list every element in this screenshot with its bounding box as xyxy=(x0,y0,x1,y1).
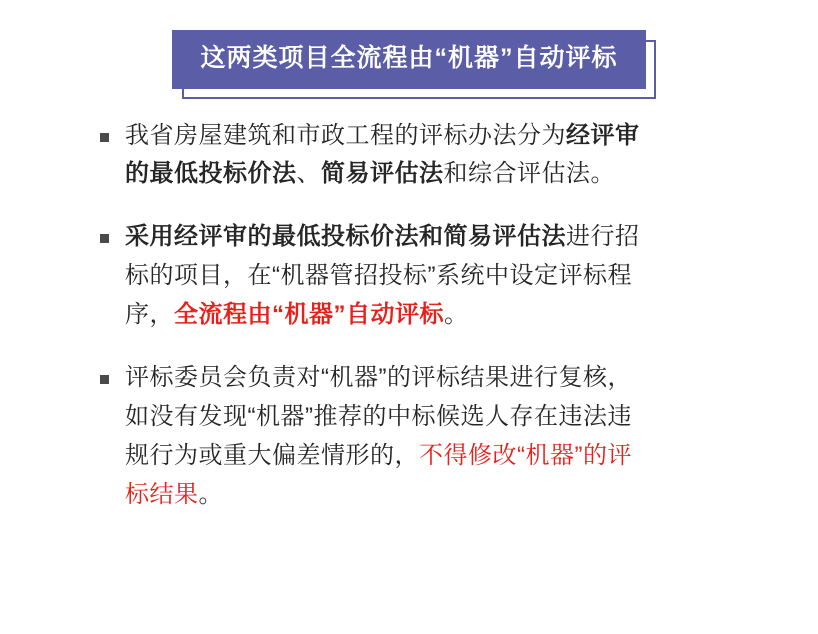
bullet-marker-icon xyxy=(100,375,109,384)
bullet-marker-icon xyxy=(100,133,109,142)
text-segment: 评标委员会负责对“机器”的评标结果进行复核，如没有发现“机器”推荐的中标候选人存在违法违规行为或重大偏差情形的， xyxy=(125,363,632,469)
text-segment: 。 xyxy=(444,301,469,328)
list-item xyxy=(40,359,778,515)
list-item-text xyxy=(125,359,655,515)
text-segment-highlight: 不得修改“机器”的评标结果 xyxy=(125,441,632,508)
list-item-text xyxy=(125,117,655,195)
bullet-marker-icon xyxy=(100,234,109,243)
text-segment: 我省房屋建筑和市政工程的评标办法分为 xyxy=(125,121,566,149)
text-segment-bold: 经评审的最低投标价法 xyxy=(125,121,640,188)
title-banner-container xyxy=(0,0,818,89)
text-segment: 和综合评估法。 xyxy=(443,160,615,188)
list-item xyxy=(40,218,778,335)
list-item-text xyxy=(125,218,655,335)
page-title: 这两类项目全流程由“机器”自动评标 xyxy=(172,30,645,89)
text-segment: 。 xyxy=(198,480,223,508)
list-item xyxy=(40,117,778,195)
text-segment-bold: 采用经评审的最低投标价法和简易评估法 xyxy=(125,223,566,251)
text-segment-highlight: 全流程由“机器”自动评标 xyxy=(174,301,444,328)
text-segment-bold: 简易评估法 xyxy=(321,160,444,188)
text-segment: 、 xyxy=(296,160,321,188)
bullet-list xyxy=(0,117,818,515)
text-segment: 进行招标的项目，在“机器管招投标”系统中设定评标程序， xyxy=(125,223,640,328)
